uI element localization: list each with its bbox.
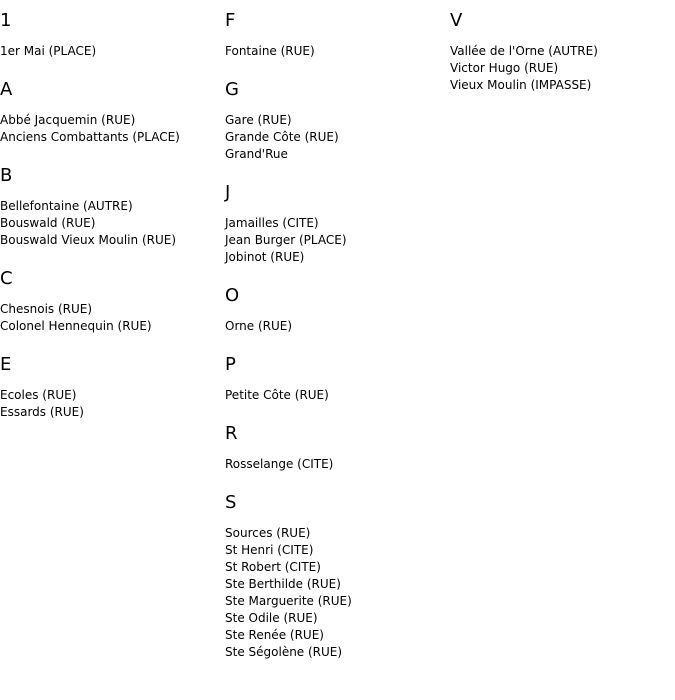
letter-group [225, 181, 445, 266]
street-link[interactable]: Essards (RUE) [0, 405, 84, 419]
street-index-column-2 [225, 9, 445, 679]
street-link[interactable]: Jamailles (CITE) [225, 216, 319, 230]
letter-heading: F [225, 10, 236, 31]
letter-heading: V [450, 10, 463, 31]
street-link[interactable]: Fontaine (RUE) [225, 44, 315, 58]
street-link[interactable]: Ste Ségolène (RUE) [225, 645, 343, 659]
street-link[interactable]: Ecoles (RUE) [0, 388, 77, 402]
street-link[interactable]: Grand'Rue [225, 147, 288, 161]
letter-heading: B [0, 165, 13, 186]
street-list [225, 456, 445, 473]
street-link[interactable]: Gare (RUE) [225, 113, 292, 127]
street-link[interactable]: Abbé Jacquemin (RUE) [0, 113, 136, 127]
street-link[interactable]: Anciens Combattants (PLACE) [0, 130, 180, 144]
letter-heading: S [225, 492, 237, 513]
letter-group [450, 9, 670, 94]
street-link[interactable]: Orne (RUE) [225, 319, 293, 333]
letter-group [0, 164, 220, 249]
street-link[interactable]: Bellefontaine (AUTRE) [0, 199, 133, 213]
street-link[interactable]: Victor Hugo (RUE) [450, 61, 559, 75]
letter-heading: R [225, 423, 238, 444]
street-link[interactable]: Chesnois (RUE) [0, 302, 93, 316]
street-list [0, 43, 220, 60]
street-list [225, 387, 445, 404]
street-link[interactable]: Sources (RUE) [225, 526, 311, 540]
street-link[interactable]: Colonel Hennequin (RUE) [0, 319, 152, 333]
letter-heading: O [225, 285, 240, 306]
letter-heading: G [225, 79, 239, 100]
street-link[interactable]: Grande Côte (RUE) [225, 130, 339, 144]
street-list [0, 387, 220, 421]
street-index-column-3 [450, 9, 670, 112]
letter-group [0, 353, 220, 421]
street-list [0, 301, 220, 335]
street-link[interactable]: Ste Berthilde (RUE) [225, 577, 341, 591]
street-list [0, 198, 220, 249]
street-link[interactable]: 1er Mai (PLACE) [0, 44, 97, 58]
street-list [225, 525, 445, 661]
street-list [450, 43, 670, 94]
street-link[interactable]: Rosselange (CITE) [225, 457, 334, 471]
street-list [225, 215, 445, 266]
letter-group [225, 422, 445, 473]
street-link[interactable]: Vieux Moulin (IMPASSE) [450, 78, 592, 92]
letter-heading: 1 [0, 10, 12, 31]
street-link[interactable]: Petite Côte (RUE) [225, 388, 329, 402]
street-link[interactable]: Jean Burger (PLACE) [225, 233, 347, 247]
street-list [0, 112, 220, 146]
letter-group [225, 284, 445, 335]
street-list [225, 318, 445, 335]
street-link[interactable]: Vallée de l'Orne (AUTRE) [450, 44, 598, 58]
letter-group [225, 491, 445, 661]
letter-group [225, 9, 445, 60]
street-list [225, 112, 445, 163]
letter-group [0, 78, 220, 146]
letter-heading: E [0, 354, 12, 375]
letter-group [0, 267, 220, 335]
street-link[interactable]: Bouswald Vieux Moulin (RUE) [0, 233, 177, 247]
letter-group [225, 353, 445, 404]
street-link[interactable]: Ste Renée (RUE) [225, 628, 324, 642]
street-link[interactable]: Jobinot (RUE) [225, 250, 305, 264]
street-link[interactable]: Ste Marguerite (RUE) [225, 594, 352, 608]
letter-heading: A [0, 79, 13, 100]
street-index-column-1 [0, 9, 220, 439]
street-link[interactable]: St Robert (CITE) [225, 560, 321, 574]
street-link[interactable]: Ste Odile (RUE) [225, 611, 318, 625]
street-link[interactable]: St Henri (CITE) [225, 543, 314, 557]
letter-heading: C [0, 268, 13, 289]
letter-group [0, 9, 220, 60]
letter-group [225, 78, 445, 163]
letter-heading: J [225, 182, 231, 203]
street-link[interactable]: Bouswald (RUE) [0, 216, 96, 230]
letter-heading: P [225, 354, 236, 375]
street-list [225, 43, 445, 60]
